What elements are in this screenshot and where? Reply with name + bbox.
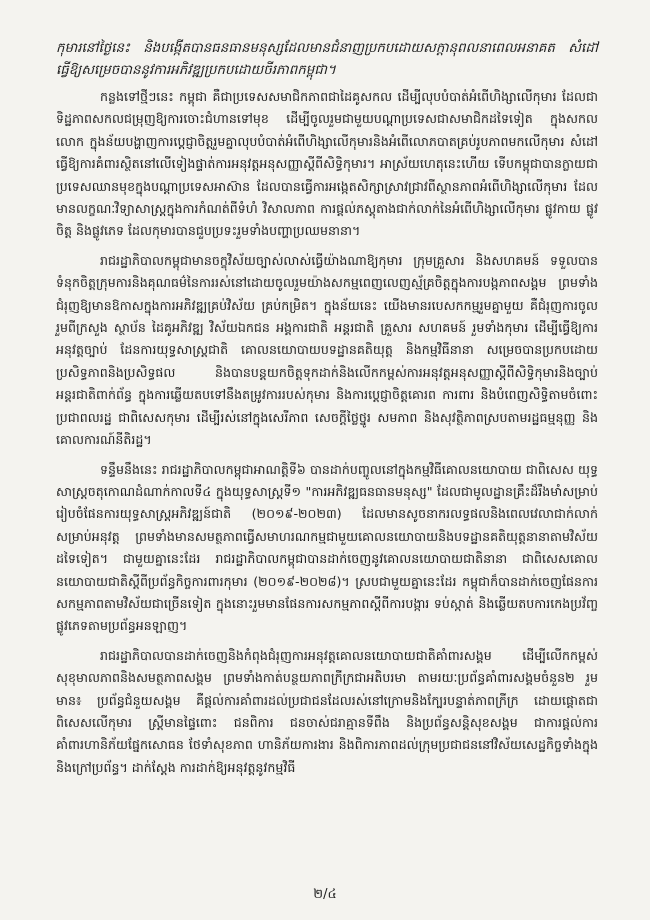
paragraph-1: កន្លងទៅថ្មីៗនេះ កម្ពុជា គឺជាប្រទេសសមាជិកភាពជាដៃគូសកល ដើម្បីលុបបំបាត់អំពើហិង្សាលើកុមារ ដែលជាទិដ្ឋភាពសកលជម្រុញឱ្យការចោះជំហានទៅមុខ ដើម្បីចូលរួមជាមួយបណ្តាប្រទេសជាសមាជិកដទៃទៀត ក្នុងសកលលោក ក្នុងន័យបង្ហាញការប្តេជ្ញាចិត្តរួមគ្នាលុបបំបាត់អំពើហិង្សាលើកុមារនិងអំពើលោភបាតគ្រប់រូបភាពមកលើកុមារ សំដៅធ្វើឱ្យការគំពារស្ថិតនៅលើទៀងផ្ទាត់ការអនុវត្តអនុសញ្ញាស្តីពីសិទ្ធិកុមារ។ អាស្រ័យហេតុនេះហើយ ទើបកម្ពុជាបានក្លាយជាប្រទេសឈានមុខក្នុងបណ្តាប្រទេសអាស៊ាន ដែលបានធ្វើការអង្កេតសិក្សាស្រាវជ្រាវពីស្ថានភាពអំពើហិង្សាលើកុមារ ដែលមានលក្ខណៈវិទ្យាសាស្ត្រក្នុងការកំណត់ពីទំហំ វិសាលភាព ការផ្តល់ភស្តុតាងជាក់លាក់នៃអំពើហិង្សាលើកុមារ ផ្លូវកាយ ផ្លូវចិត្ត និងផ្លូវភេទ ដែលកុមារបានជួបប្រទះរួមទាំងបញ្ហាប្រឈមនានា។ <box>56 89 598 239</box>
section-heading: កុមារនៅថ្ងៃនេះ និងបង្កើតបានធនធានមនុស្សដែលមានជំនាញប្រកបដោយសក្តានុពលនាពេលអនាគត សំដៅធ្វើឱ្យសម្រេចបាននូវការអភិវឌ្ឍប្រកបដោយចីរភាពកម្ពុជា។ <box>56 41 598 78</box>
paragraph-2: រាជរដ្ឋាភិបាលកម្ពុជាមានចក្ខុវិស័យច្បាស់លាស់ធ្វើយ៉ាងណាឱ្យកុមារ ក្រុមគ្រួសារ និងសហគមន៍ ទទួលបានទំនុកចិត្តក្រុមការនិងគុណធម៌នៃការរស់នៅដោយចូលរួមយ៉ាងសកម្មពេញលេញស្ម័គ្រចិត្តក្នុងការបង្កភាពសង្គម ព្រមទាំងជំរុញឱ្យមានឱកាសក្នុងការអភិវឌ្ឍគ្រប់វិស័យ គ្រប់កម្រិត។ ក្នុងន័យនេះ យើងមានរបេសកកម្មរួមគ្នាមួយ គឺជំរុញការចូលរួមពីក្រសួង ស្ថាប័ន ដៃគូអភិវឌ្ឍ វិស័យឯកជន អង្គការជាតិ អន្តរជាតិ គ្រួសារ សហគមន៍ រួមទាំងកុមារ ដើម្បីធ្វើឱ្យការអនុវត្តច្បាប់ ដែនការយុទ្ធសាស្ត្រជាតិ គោលនយោបាយបទដ្ឋានគតិយុត្ត និងកម្មវិធីនានា សម្រេចបានប្រកបដោយប្រសិទ្ធភាពនិងប្រសិទ្ធផល និងបានបន្តយកចិត្តទុកដាក់និងលើកកម្ពស់ការអនុវត្តអនុសញ្ញាស្តីពីសិទ្ធិកុមារនិងច្បាប់អន្តរជាតិពាក់ព័ន្ធ ក្នុងការឆ្លើយតបទៅនឹងតម្រូវការរបស់កុមារ និងការប្តេជ្ញាចិត្តគោរព ការពារ និងបំពេញសិទ្ធិតាមចំពោះប្រជាពលរដ្ឋ ជាពិសេសកុមារ ដើម្បីរស់នៅក្នុងសេរីភាព សេចក្តីថ្លៃថ្នូរ សមភាព និងសុវត្ថិភាពស្របតាមរដ្ឋធម្មនុញ្ញ និងគោលការណ៍នីតិរដ្ឋ។ <box>56 252 598 448</box>
page-number: ២/៤ <box>313 887 337 902</box>
paragraph-3: ទន្ទឹមនឹងនេះ រាជរដ្ឋាភិបាលកម្ពុជាអាណត្តិទី៦ បានដាក់បញ្ចូលនៅក្នុងកម្មវិធីគោលនយោបាយ ជាពិសេស យុទ្ធសាស្ត្រចតុកោណដំណាក់កាលទី៤ ក្នុងយុទ្ធសាស្ត្រទី១ "ការអភិវឌ្ឍធនធានមនុស្ស" ដែលជាមូលដ្ឋានគ្រឹះដ៏រឹងមាំសម្រាប់រៀបចំផែនការយុទ្ធសាស្ត្រអភិវឌ្ឍន៍ជាតិ (២០១៩-២០២៣) ដែលមានសូចនាករលទ្ធផលនិងពេលវេលាជាក់លាក់សម្រាប់អនុវត្ត ព្រមទាំងមានសមត្ថភាពធ្វើសមាហរណកម្មជាមួយគោលនយោបាយនិងបទដ្ឋានគតិយុត្តនានាតាមវិស័យដទៃទៀត។ ជាមួយគ្នានេះដែរ រាជរដ្ឋាភិបាលកម្ពុជាបានដាក់ចេញនូវគោលនយោបាយជាតិនានា ជាពិសេសគោលនយោបាយជាតិស្តីពីប្រព័ន្ធកិច្ចការពារកុមារ (២០១៩-២០២៨)។ ស្របជាមួយគ្នានេះដែរ កម្ពុជាក៏បានដាក់ចេញផែនការសកម្មភាពតាមវិស័យជាច្រើនទៀត ក្នុងនោះរួមមានផែនការសកម្មភាពស្តីពីការបង្ការ ទប់ស្កាត់ និងឆ្លើយតបការកេងប្រវ័ញ្ចផ្លូវភេទតាមប្រព័ន្ធអនឡាញ។ <box>56 461 598 634</box>
paragraph-4: រាជរដ្ឋាភិបាលបានដាក់ចេញនិងកំពុងជំរុញការអនុវត្តគោលនយោបាយជាតិគាំពារសង្គម ដើម្បីលើកកម្ពស់សុខុមាលភាពនិងសមត្ថភាពសង្គម ព្រមទាំងកាត់បន្ថយភាពក្រីក្រជាអតិបរមា តាមរយៈប្រព័ន្ធគាំពារសង្គមចំនួន២ រួមមាន៖ ប្រព័ន្ធជំនួយសង្គម គឺផ្តល់ការគាំពារដល់ប្រជាជនដែលរស់នៅក្រោមនិងក្បែរបន្ទាត់ភាពក្រីក្រ ដោយផ្តោតជាពិសេសលើកុមារ ស្ត្រីមានផ្ទៃពោះ ជនពិការ ជនចាស់ជរាគ្មានទីពឹង និងប្រព័ន្ធសន្តិសុខសង្គម ជាការផ្តល់ការគាំពារហានិភ័យផ្នែកសោធន ថែទាំសុខភាព ហានិភ័យការងារ និងពិការភាពដល់ក្រុមប្រជាជននៅវិស័យសេដ្ឋកិច្ចទាំងក្នុងនិងក្រៅប្រព័ន្ធ។ ដាក់ស្តែង ការដាក់ឱ្យអនុវត្តនូវកម្មវិធី <box>56 647 598 775</box>
